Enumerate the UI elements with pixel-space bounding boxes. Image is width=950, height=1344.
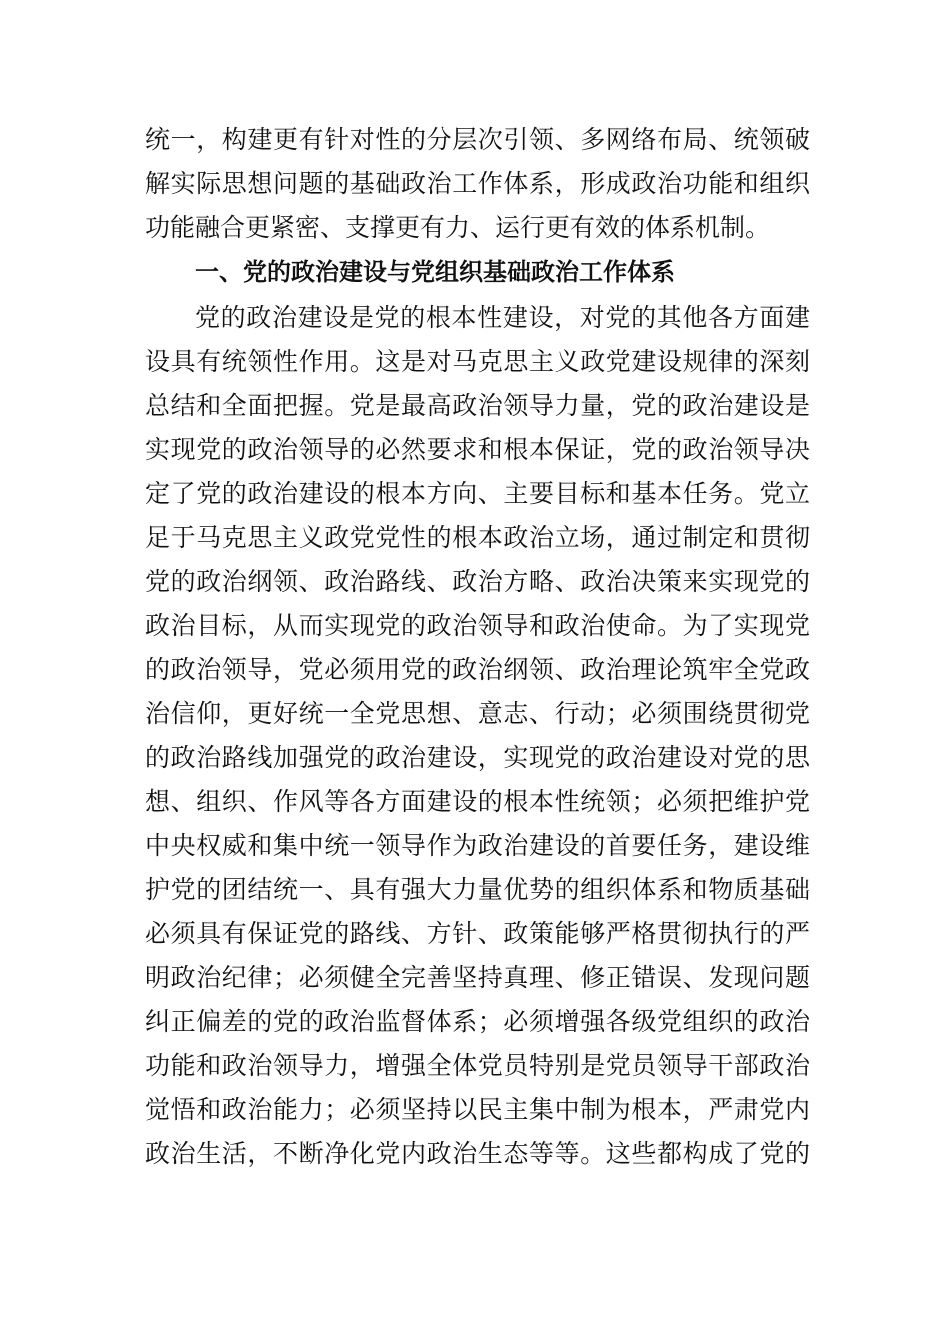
text-line: 解实际思想问题的基础政治工作体系，形成政治功能和组织 <box>145 169 810 198</box>
text-line: 实现党的政治领导的必然要求和根本保证，党的政治领导决 <box>145 435 810 464</box>
text-line: 党的政治建设是党的根本性建设，对党的其他各方面建 <box>195 303 810 332</box>
text-line: 功能和政治领导力，增强全体党员特别是党员领导干部政治 <box>145 1051 810 1080</box>
text-line: 护党的团结统一、具有强大力量优势的组织体系和物质基础 <box>145 875 810 904</box>
text-line: 的政治领导，党必须用党的政治纲领、政治理论筑牢全党政 <box>145 655 810 684</box>
text-line: 明政治纪律；必须健全完善坚持真理、修正错误、发现问题 <box>145 963 810 992</box>
text-line: 统一，构建更有针对性的分层次引领、多网络布局、统领破 <box>145 125 810 154</box>
text-line: 总结和全面把握。党是最高政治领导力量，党的政治建设是 <box>145 391 810 420</box>
text-line: 觉悟和政治能力；必须坚持以民主集中制为根本，严肃党内 <box>145 1095 810 1124</box>
text-line: 功能融合更紧密、支撑更有力、运行更有效的体系机制。 <box>145 213 771 242</box>
text-line: 党的政治纲领、政治路线、政治方略、政治决策来实现党的 <box>145 567 810 596</box>
text-line: 政治目标，从而实现党的政治领导和政治使命。为了实现党 <box>145 611 810 640</box>
text-line: 纠正偏差的党的政治监督体系；必须增强各级党组织的政治 <box>145 1007 810 1036</box>
text-line: 定了党的政治建设的根本方向、主要目标和基本任务。党立 <box>145 479 810 508</box>
text-line: 必须具有保证党的路线、方针、政策能够严格贯彻执行的严 <box>145 919 810 948</box>
text-line: 治信仰，更好统一全党思想、意志、行动；必须围绕贯彻党 <box>145 699 810 728</box>
text-line: 想、组织、作风等各方面建设的根本性统领；必须把维护党 <box>145 787 810 816</box>
text-line: 的政治路线加强党的政治建设，实现党的政治建设对党的思 <box>145 743 810 772</box>
text-line: 政治生活，不断净化党内政治生态等等。这些都构成了党的 <box>145 1139 810 1168</box>
text-line: 足于马克思主义政党党性的根本政治立场，通过制定和贯彻 <box>145 523 810 552</box>
section-heading: 一、党的政治建设与党组织基础政治工作体系 <box>195 258 675 286</box>
text-line: 设具有统领性作用。这是对马克思主义政党建设规律的深刻 <box>145 347 810 376</box>
text-line: 中央权威和集中统一领导作为政治建设的首要任务，建设维 <box>145 831 810 860</box>
